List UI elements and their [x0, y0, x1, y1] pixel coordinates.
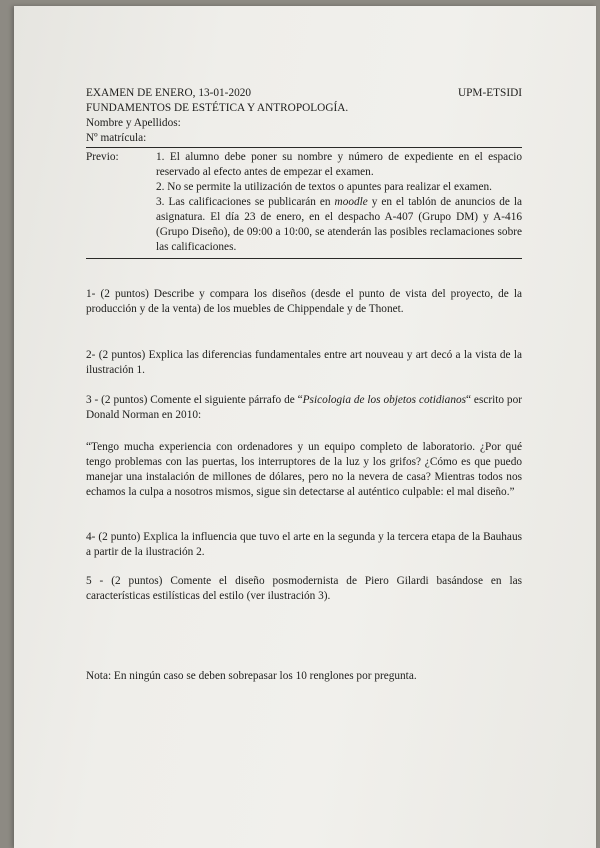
previo-item-3-text-a: 3. Las calificaciones se publicarán en [156, 196, 335, 208]
question-4: 4- (2 punto) Explica la influencia que tuvo el arte en la segunda y la tercera etapa de la Bauhaus a partir de la ilustración 2. [86, 531, 522, 558]
exam-note: Nota: En ningún caso se deben sobrepasar los 10 renglones por pregunta. [86, 670, 417, 682]
question-3-text-a: 3 - (2 puntos) Comente el siguiente párrafo de “ [86, 394, 303, 406]
subject-title: FUNDAMENTOS DE ESTÉTICA Y ANTROPOLOGÍA. [86, 102, 349, 114]
previo-item-3-text-b: y en el tablón de anuncios de la asignatura. El día 23 de enero, en el despacho A-407 (Grupo DM) y A-416 (Grupo Diseño), de 09:00 a 10:00, se atenderán las posibles reclamaciones sobre las calificaciones. [156, 196, 522, 253]
previo-item-3-moodle: moodle [334, 196, 368, 208]
header-row [86, 86, 522, 101]
previo-label: Previo: [86, 151, 119, 163]
previo-instructions [156, 150, 522, 255]
institution: UPM-ETSIDI [457, 87, 522, 99]
name-field-label: Nombre y Apellidos: [86, 117, 181, 129]
previo-item-2: 2. No se permite la utilización de textos o apuntes para realizar el examen. [156, 181, 492, 193]
previo-item-3 [156, 195, 522, 255]
question-3-quote: “Tengo mucha experiencia con ordenadores y un equipo completo de laboratorio. ¿Por qué tengo problemas con las puertas, los interruptores de la luz y los grifos? ¿Cómo es que puedo manejar una instalación de millones de dólares, pero no la nevera de casa? Mientras todos nos echamos la culpa a nosotros mismos, sigue sin detectarse al auténtico culpable: el mal diseño.” [86, 441, 522, 498]
id-field-label: Nº matrícula: [86, 132, 147, 144]
exam-sheet [14, 6, 596, 848]
question-3-book-title: Psicologia de los objetos cotidianos [302, 394, 467, 406]
exam-content [86, 86, 522, 684]
question-1: 1- (2 puntos) Describe y compara los diseños (desde el punto de vista del proyecto, de la producción y de la venta) de los muebles de Chippendale y de Thonet. [86, 288, 522, 315]
question-2: 2- (2 puntos) Explica las diferencias fundamentales entre art nouveau y art decó a la vista de la ilustración 1. [86, 349, 522, 376]
question-3-text-b: “ escrito por Donald Norman en 2010: [86, 394, 522, 421]
previo-section [86, 148, 522, 257]
previo-item-1: 1. El alumno debe poner su nombre y número de expediente en el espacio reservado al efecto antes de empezar el examen. [156, 151, 522, 178]
question-3 [86, 393, 522, 423]
exam-title: EXAMEN DE ENERO, 13-01-2020 [86, 87, 252, 99]
divider-bottom [86, 258, 522, 259]
question-5: 5 - (2 puntos) Comente el diseño posmodernista de Piero Gilardi basándose en las características estilísticas del estilo (ver ilustración 3). [86, 575, 522, 602]
